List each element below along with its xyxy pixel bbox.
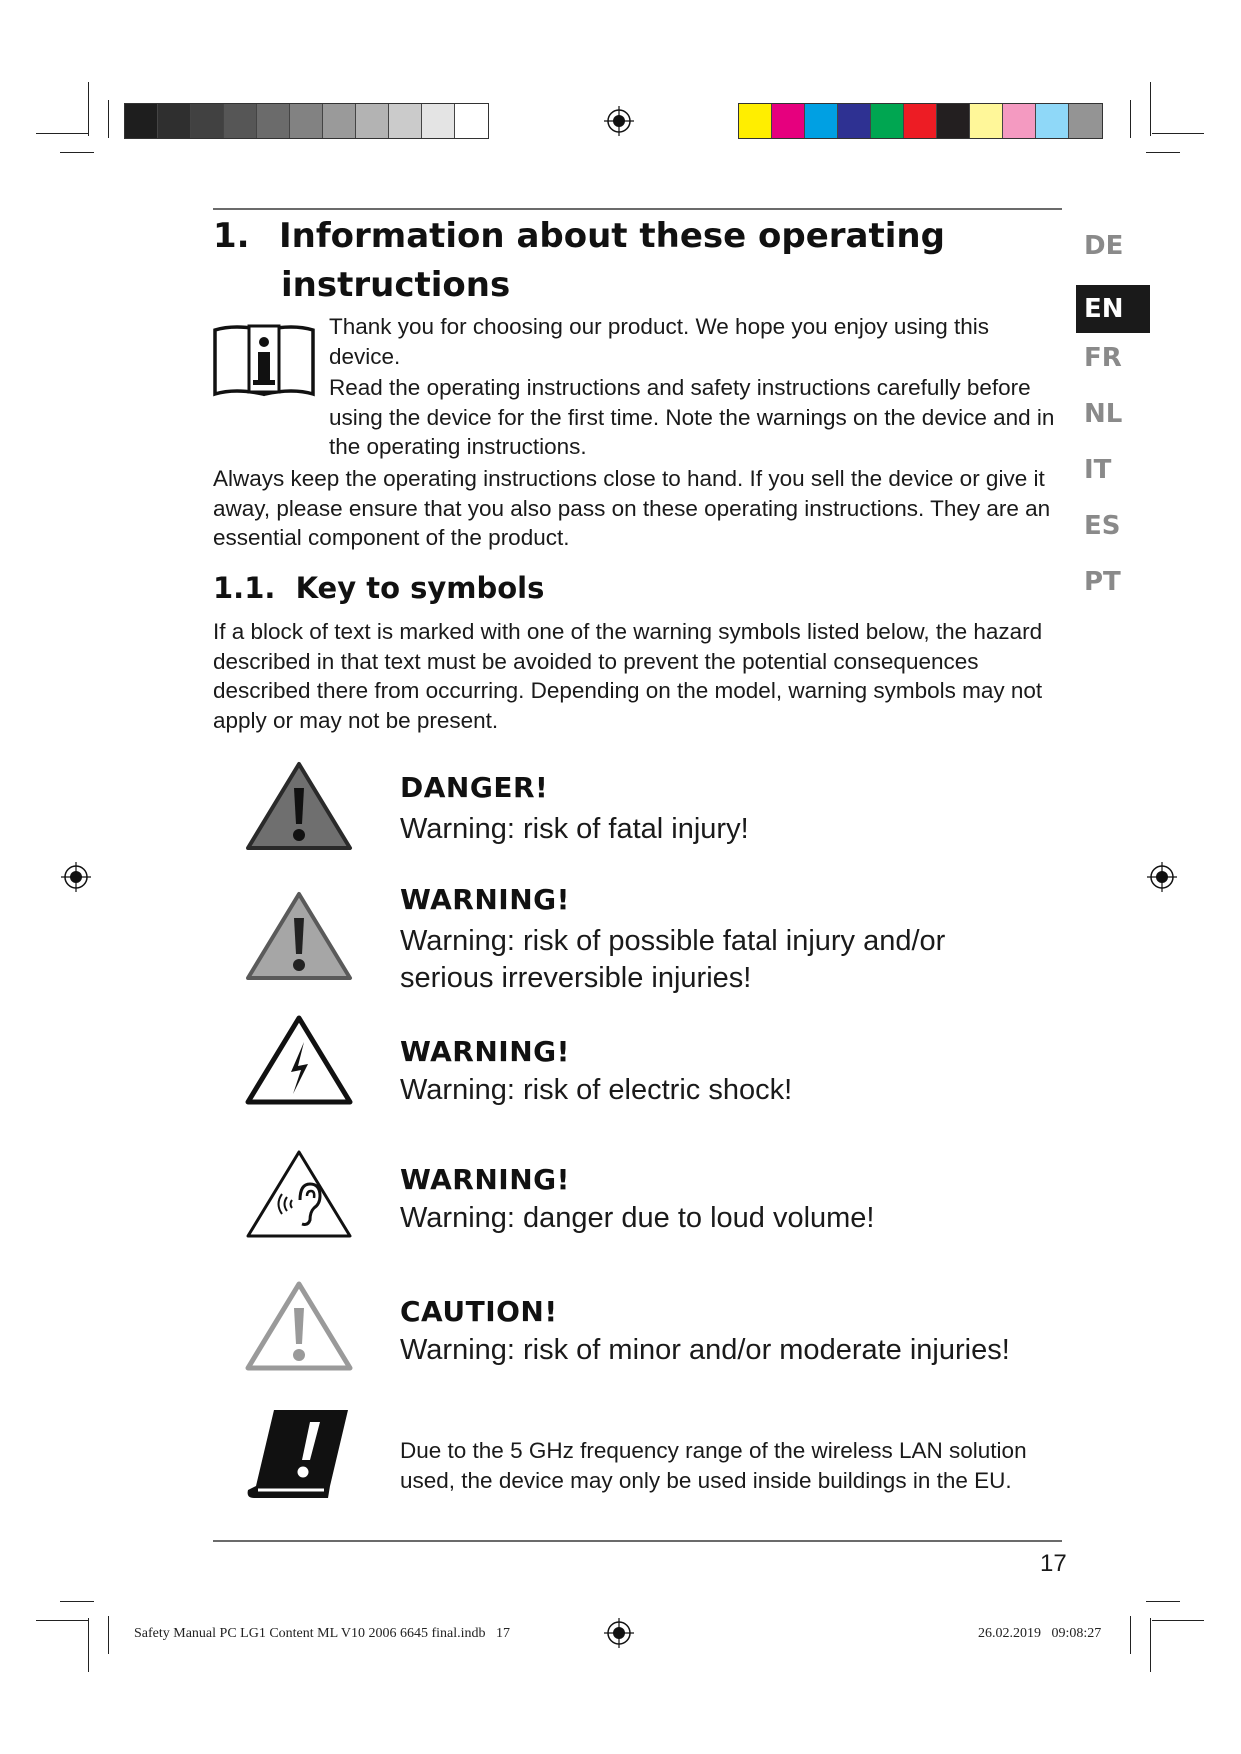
gray-swatch [257,104,290,138]
footer-filename: Safety Manual PC LG1 Content ML V10 2006 6645 final.indb 17 [134,1626,511,1641]
language-tabs [1076,225,1150,617]
gray-swatch [356,104,389,138]
color-swatch [1036,104,1069,138]
color-swatch [871,104,904,138]
registration-mark-icon [604,1618,634,1648]
color-swatch [805,104,838,138]
warning-triangle-icon [244,890,354,982]
gray-swatch [323,104,356,138]
loud-volume-icon [244,1148,354,1240]
color-calibration-bar [738,103,1103,139]
section-number: 1.1. [213,571,276,605]
language-tab-nl[interactable]: NL [1084,399,1123,429]
gray-swatch [158,104,191,138]
heading-line-1: Information about these operating [279,216,945,256]
crop-mark [108,1616,109,1654]
page-number: 17 [1040,1550,1067,1577]
symbol-title: WARNING! [400,1163,570,1196]
color-swatch [937,104,970,138]
registration-mark-icon [1147,862,1177,892]
symbol-title: DANGER! [400,771,549,804]
symbol-text: Warning: risk of minor and/or moderate injuries! [400,1334,1010,1366]
symbol-text: Warning: risk of fatal injury! [400,813,749,845]
gray-swatch [422,104,455,138]
heading-line-2: instructions [281,265,511,305]
language-tab-en[interactable]: EN [1076,285,1150,333]
danger-triangle-icon [244,760,354,852]
language-tab-fr[interactable]: FR [1084,343,1122,373]
crop-mark [88,1618,89,1672]
color-swatch [904,104,937,138]
section-heading [213,568,544,608]
crop-mark [1130,1616,1131,1654]
color-swatch [739,104,772,138]
symbol-text: Warning: risk of possible fatal injury and/or serious irreversible injuries! [400,925,946,994]
symbols-intro-paragraph: If a block of text is marked with one of the warning symbols listed below, the hazard described in that text must be avoided to prevent the potential consequences described there from occurring. Depending on the model, warning symbols may not apply or may not be present. [213,619,1043,733]
language-tab-it[interactable]: IT [1084,455,1112,485]
registration-mark-icon [61,862,91,892]
language-tab-de[interactable]: DE [1084,231,1124,261]
color-swatch [1003,104,1036,138]
intro-paragraph-2: Read the operating instructions and safety instructions carefully before using the device for the first time. Note the warnings on the device and in the operating instructions. [329,375,1055,459]
intro-paragraph-3: Always keep the operating instructions close to hand. If you sell the device or give it away, please ensure that you also pass on these operating instructions. They are an essential component of the product. [213,466,1051,550]
gray-swatch [455,104,488,138]
crop-mark [1150,1618,1151,1672]
crop-mark [36,133,88,134]
gray-swatch [224,104,257,138]
gray-swatch [191,104,224,138]
gray-swatch [389,104,422,138]
crop-mark [1152,1620,1204,1621]
crop-mark [1146,152,1180,153]
crop-mark [60,1601,94,1602]
bottom-rule [213,1540,1062,1542]
language-tab-pt[interactable]: PT [1084,567,1121,597]
symbol-title: CAUTION! [400,1295,558,1328]
symbol-text: Warning: danger due to loud volume! [400,1202,875,1234]
footer-timestamp: 26.02.2019 09:08:27 [978,1626,1102,1641]
color-swatch [838,104,871,138]
section-title: Key to symbols [295,571,545,605]
gray-swatch [290,104,323,138]
symbol-text: Due to the 5 GHz frequency range of the wireless LAN solution used, the device may only be used inside buildings in the EU. [400,1438,1027,1493]
crop-mark [60,152,94,153]
crop-mark [1150,82,1151,136]
crop-mark [36,1620,88,1621]
heading-number: 1. [213,216,250,256]
info-book-icon [213,322,315,398]
intro-paragraph-1: Thank you for choosing our product. We hope you enjoy using this device. [329,314,989,369]
crop-mark [1146,1601,1180,1602]
crop-mark [1152,133,1204,134]
language-tab-es[interactable]: ES [1084,511,1121,541]
grayscale-calibration-bar [124,103,489,139]
symbol-text: Warning: risk of electric shock! [400,1074,793,1106]
gray-swatch [125,104,158,138]
symbol-title: WARNING! [400,1035,570,1068]
note-book-icon [244,1406,354,1506]
color-swatch [1069,104,1102,138]
page-title [213,212,945,310]
color-swatch [970,104,1003,138]
caution-triangle-icon [244,1280,354,1372]
registration-mark-icon [604,106,634,136]
color-swatch [772,104,805,138]
crop-mark [88,82,89,136]
symbol-title: WARNING! [400,883,570,916]
crop-mark [108,100,109,138]
crop-mark [1130,100,1131,138]
electric-shock-icon [244,1014,354,1106]
top-rule [213,208,1062,210]
